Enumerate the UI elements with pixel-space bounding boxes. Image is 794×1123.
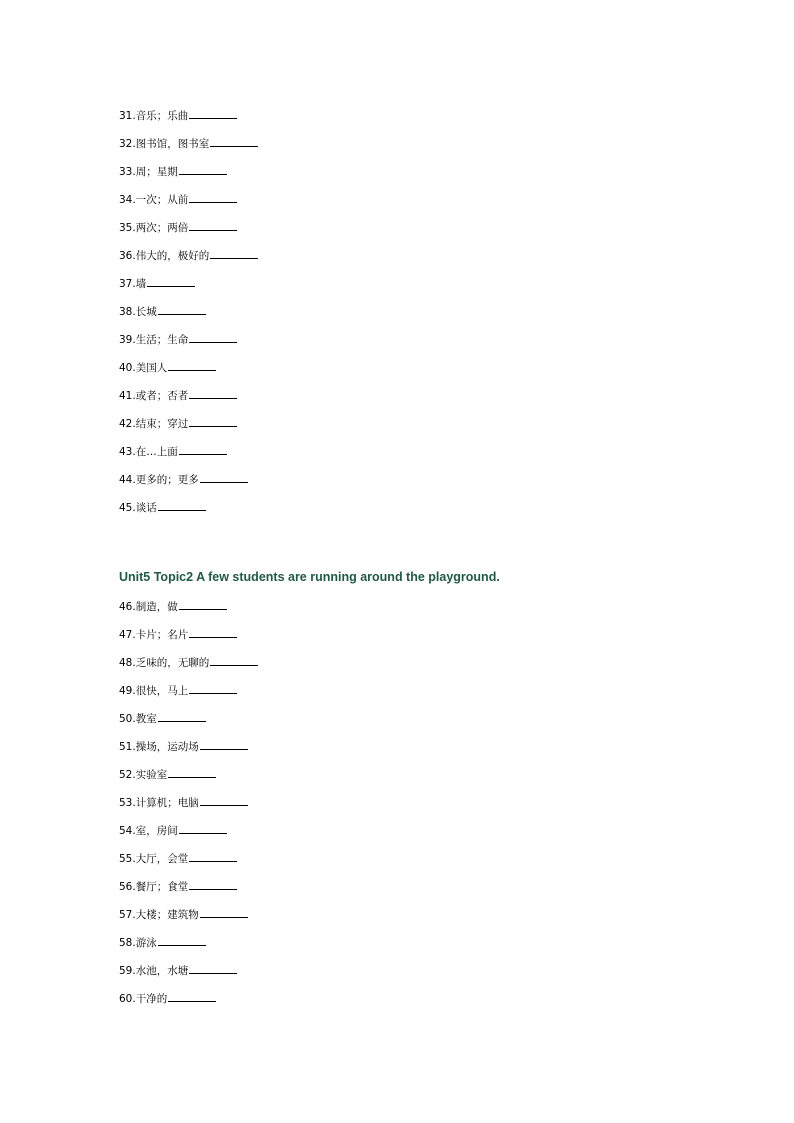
vocab-prompt: 57.大楼；建筑物 bbox=[119, 909, 199, 921]
answer-blank[interactable] bbox=[158, 711, 206, 722]
answer-blank[interactable] bbox=[147, 276, 195, 287]
vocab-prompt: 54.室，房间 bbox=[119, 825, 178, 837]
vocab-item bbox=[119, 767, 719, 795]
answer-blank[interactable] bbox=[189, 108, 237, 119]
vocab-prompt: 36.伟大的，极好的 bbox=[119, 250, 210, 262]
answer-blank[interactable] bbox=[189, 388, 237, 399]
answer-blank[interactable] bbox=[179, 444, 227, 455]
answer-blank[interactable] bbox=[189, 627, 237, 638]
answer-blank[interactable] bbox=[179, 823, 227, 834]
answer-blank[interactable] bbox=[210, 248, 258, 259]
vocab-item bbox=[119, 108, 719, 136]
vocab-item bbox=[119, 711, 719, 739]
vocab-item bbox=[119, 192, 719, 220]
vocab-item bbox=[119, 276, 719, 304]
vocab-prompt: 49.很快，马上 bbox=[119, 685, 189, 697]
answer-blank[interactable] bbox=[189, 963, 237, 974]
vocab-item bbox=[119, 683, 719, 711]
vocab-prompt: 39.生活；生命 bbox=[119, 334, 189, 346]
vocab-prompt: 47.卡片；名片 bbox=[119, 629, 189, 641]
vocab-item bbox=[119, 220, 719, 248]
answer-blank[interactable] bbox=[189, 192, 237, 203]
section-heading: Unit5 Topic2 A few students are running around the playground. bbox=[119, 570, 500, 584]
vocab-prompt: 50.教室 bbox=[119, 713, 157, 725]
vocab-prompt: 42.结束；穿过 bbox=[119, 418, 189, 430]
answer-blank[interactable] bbox=[168, 360, 216, 371]
vocab-prompt: 35.两次；两倍 bbox=[119, 222, 189, 234]
vocab-prompt: 53.计算机；电脑 bbox=[119, 797, 199, 809]
answer-blank[interactable] bbox=[168, 991, 216, 1002]
vocab-item bbox=[119, 823, 719, 851]
vocab-list-31-45 bbox=[119, 108, 719, 528]
vocab-prompt: 32.图书馆，图书室 bbox=[119, 138, 210, 150]
vocab-prompt: 45.谈话 bbox=[119, 502, 157, 514]
vocab-prompt: 41.或者；否者 bbox=[119, 390, 189, 402]
vocab-item bbox=[119, 444, 719, 472]
vocab-item bbox=[119, 472, 719, 500]
vocab-prompt: 44.更多的；更多 bbox=[119, 474, 199, 486]
vocab-prompt: 51.操场，运动场 bbox=[119, 741, 199, 753]
answer-blank[interactable] bbox=[158, 304, 206, 315]
vocab-item bbox=[119, 416, 719, 444]
answer-blank[interactable] bbox=[210, 136, 258, 147]
answer-blank[interactable] bbox=[200, 907, 248, 918]
vocab-prompt: 43.在…上面 bbox=[119, 446, 178, 458]
vocab-prompt: 33.周；星期 bbox=[119, 166, 178, 178]
answer-blank[interactable] bbox=[200, 739, 248, 750]
vocab-prompt: 58.游泳 bbox=[119, 937, 157, 949]
answer-blank[interactable] bbox=[210, 655, 258, 666]
vocab-prompt: 38.长城 bbox=[119, 306, 157, 318]
answer-blank[interactable] bbox=[189, 220, 237, 231]
vocab-item bbox=[119, 304, 719, 332]
vocab-prompt: 59.水池，水塘 bbox=[119, 965, 189, 977]
answer-blank[interactable] bbox=[168, 767, 216, 778]
vocab-item bbox=[119, 332, 719, 360]
vocab-prompt: 34.一次；从前 bbox=[119, 194, 189, 206]
vocab-item bbox=[119, 739, 719, 767]
answer-blank[interactable] bbox=[189, 851, 237, 862]
vocab-prompt: 37.墙 bbox=[119, 278, 147, 290]
vocab-item bbox=[119, 991, 719, 1019]
vocab-item bbox=[119, 248, 719, 276]
vocab-list-46-60 bbox=[119, 599, 719, 1019]
answer-blank[interactable] bbox=[158, 500, 206, 511]
answer-blank[interactable] bbox=[158, 935, 206, 946]
vocab-item bbox=[119, 360, 719, 388]
answer-blank[interactable] bbox=[179, 599, 227, 610]
vocab-item bbox=[119, 500, 719, 528]
vocab-item bbox=[119, 963, 719, 991]
vocab-item bbox=[119, 907, 719, 935]
vocab-item bbox=[119, 136, 719, 164]
vocab-item bbox=[119, 164, 719, 192]
vocab-prompt: 60.干净的 bbox=[119, 993, 168, 1005]
vocab-item bbox=[119, 388, 719, 416]
answer-blank[interactable] bbox=[179, 164, 227, 175]
vocab-prompt: 48.乏味的，无聊的 bbox=[119, 657, 210, 669]
answer-blank[interactable] bbox=[189, 416, 237, 427]
vocab-prompt: 52.实验室 bbox=[119, 769, 168, 781]
answer-blank[interactable] bbox=[200, 795, 248, 806]
vocab-prompt: 55.大厅，会堂 bbox=[119, 853, 189, 865]
vocab-item bbox=[119, 627, 719, 655]
answer-blank[interactable] bbox=[200, 472, 248, 483]
vocab-item bbox=[119, 879, 719, 907]
vocab-item bbox=[119, 795, 719, 823]
answer-blank[interactable] bbox=[189, 879, 237, 890]
vocab-prompt: 46.制造，做 bbox=[119, 601, 178, 613]
vocab-prompt: 56.餐厅；食堂 bbox=[119, 881, 189, 893]
vocab-item bbox=[119, 935, 719, 963]
vocab-item bbox=[119, 655, 719, 683]
vocab-item bbox=[119, 599, 719, 627]
vocab-prompt: 40.美国人 bbox=[119, 362, 168, 374]
answer-blank[interactable] bbox=[189, 332, 237, 343]
answer-blank[interactable] bbox=[189, 683, 237, 694]
vocab-item bbox=[119, 851, 719, 879]
vocab-prompt: 31.音乐；乐曲 bbox=[119, 110, 189, 122]
